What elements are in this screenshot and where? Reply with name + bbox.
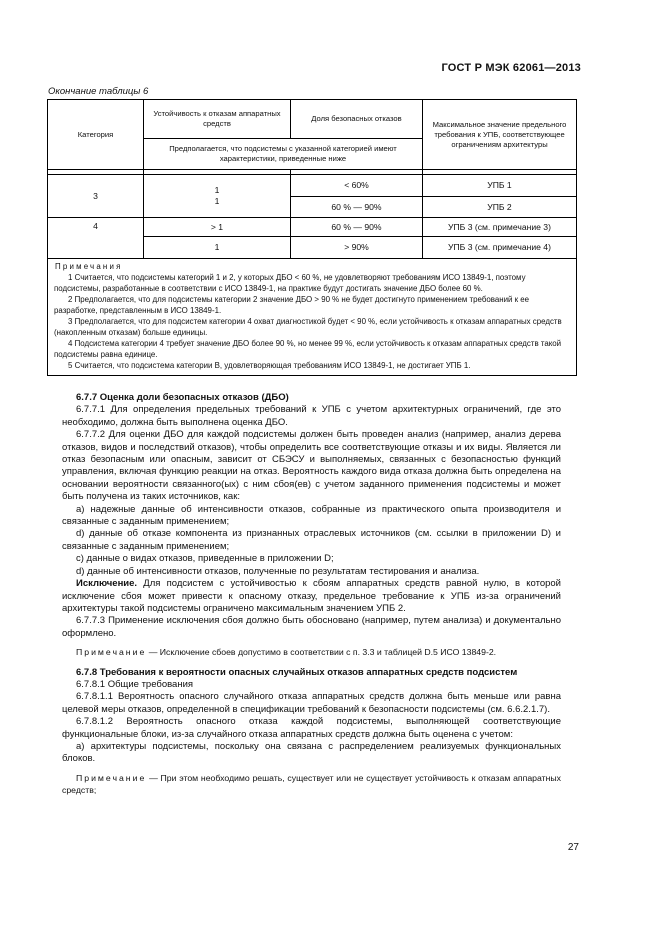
cell-sff: 60 % — 90%	[291, 197, 423, 218]
exception-text: Для подсистем с устойчивостью к сбоям аппаратных средств равной нулю, в которой исключение сбоя может привести к опасному отказу, предельное требование к УПБ из-за ограничений архитектуры такой подсистемы ограничено максимальным значением УПБ 2.	[62, 578, 561, 614]
note-text: — Исключение сбоев допустимо в соответствии с п. 3.3 и таблицей D.5 ИСО 13849-2.	[146, 647, 497, 658]
table-notes	[48, 259, 577, 376]
body-text	[62, 392, 561, 797]
cell-sil: УПБ 3 (см. примечание 3)	[423, 218, 577, 237]
paragraph: 6.7.8.1 Общие требования	[76, 678, 194, 690]
list-item: c) данные о видах отказов, приведенные в приложении D;	[76, 553, 334, 565]
cell-sff: > 90%	[291, 237, 423, 259]
page-number: 27	[567, 842, 579, 853]
cell-sil: УПБ 2	[423, 197, 577, 218]
table-6-end	[47, 99, 577, 376]
paragraph: 6.7.8.1.2 Вероятность опасного отказа каждой подсистемы, выполняющей соответствующие функциональные блоки, из-за случайного отказа аппаратных средств должна быть оценена с учетом:	[62, 716, 561, 740]
cell-fault-tolerance-a: 1	[214, 185, 220, 195]
notes-title: Примечания	[55, 262, 123, 271]
list-item: a) архитектуры подсистемы, поскольку она связана с распределением реализуемых функциональных блоков.	[62, 740, 561, 765]
note-label: Примечание	[76, 647, 147, 658]
cell-fault-tolerance: 1	[144, 237, 291, 259]
cell-category: 4	[48, 218, 144, 259]
list-item: a) надежные данные об интенсивности отказов, собранные из практического опыта производителя и связанные с заданным применением;	[62, 503, 561, 528]
section-heading-6-7-8: 6.7.8 Требования к вероятности опасных случайных отказов аппаратных средств подсистем	[76, 666, 518, 678]
cell-sff: < 60%	[291, 175, 423, 197]
note-paragraph	[62, 772, 561, 797]
exception-label: Исключение.	[76, 578, 138, 590]
cell-sil: УПБ 1	[423, 175, 577, 197]
note-item: 5 Считается, что подсистема категории B, удовлетворяющая требованиям ИСО 13849-1, не достигает УПБ 1.	[68, 361, 471, 370]
header-assumption: Предполагается, что подсистемы с указанной категорией имеют характеристики, приведенные ниже	[144, 139, 423, 170]
header-max-sil: Максимальное значение предельного требования к УПБ, соответствующее ограничениям архитектуры	[423, 100, 577, 170]
note-label: Примечание	[76, 772, 147, 783]
cell-category: 3	[48, 175, 144, 218]
exception-paragraph	[62, 578, 561, 615]
note-item: 2 Предполагается, что для подсистемы категории 2 значение ДБО > 90 % не будет достигнуто применением требований к ее разработке, представленным в ИСО 13849-1.	[54, 295, 530, 315]
section-heading-6-7-7: 6.7.7 Оценка доли безопасных отказов (ДБО)	[76, 392, 289, 403]
cell-fault-tolerance	[144, 175, 291, 218]
list-item: d) данные об интенсивности отказов, полученные по результатам тестирования и анализа.	[76, 565, 480, 577]
cell-fault-tolerance-b: 1	[214, 196, 220, 206]
header-category: Категория	[48, 100, 144, 170]
cell-sff: 60 % — 90%	[291, 218, 423, 237]
note-item: 3 Предполагается, что для подсистем категории 4 охват диагностикой будет < 90 %, если устойчивость к отказам аппаратных средств (накопленным отказам) больше единицы.	[54, 317, 562, 337]
paragraph: 6.7.7.2 Для оценки ДБО для каждой подсистемы должен быть проведен анализ (например, анализ дерева отказов, видов и последствий отказов), чтобы определить все соответствующие отказы и их виды. Является ли отказ безопасным или опасным, зависит от СБЭСУ и выполняемых, связанных с безопасностью функций управления, включая функцию реакции на отказ. Вероятность каждого вида отказа должна быть определена на основании вероятности связанного(ых) с ним сбоя(ев) с учетом заданного применения подсистемы и может быть получена из таких источников, как:	[62, 429, 561, 503]
header-sff: Доля безопасных отказов	[291, 100, 423, 139]
paragraph: 6.7.7.3 Применение исключения сбоя должно быть обосновано (например, путем анализа) и документально оформлено.	[62, 615, 561, 639]
note-item: 4 Подсистема категории 4 требует значение ДБО более 90 %, но менее 99 %, если устойчивость к отказам аппаратных средств такой подсистемы равна единице.	[54, 339, 562, 359]
list-item: d) данные об отказе компонента из признанных отраслевых источников (см. ссылки в приложении D) и связанные с заданным применением;	[62, 528, 561, 552]
note-text: — При этом необходимо решать, существует или не существует устойчивость к отказам аппаратных средств;	[62, 772, 561, 796]
note-paragraph	[62, 646, 561, 658]
table-caption: Окончание таблицы 6	[48, 86, 149, 97]
document-code: ГОСТ Р МЭК 62061—2013	[441, 62, 581, 74]
note-item: 1 Считается, что подсистемы категорий 1 и 2, у которых ДБО < 60 %, не удовлетворяют требованиям ИСО 13849-1, поэтому подсистемы, разработанные в соответствии с ИСО 13849-1, на практике будут достигать значение ДБО более 60 %.	[54, 273, 526, 293]
cell-sil: УПБ 3 (см. примечание 4)	[423, 237, 577, 259]
cell-fault-tolerance: > 1	[144, 218, 291, 237]
paragraph: 6.7.8.1.1 Вероятность опасного случайного отказа аппаратных средств должна быть меньше или равна целевой меры отказов, определенной в спецификации требований к безопасности подсистемы (см. 6.6.2.1.7).	[62, 691, 561, 715]
header-fault-tolerance: Устойчивость к отказам аппаратных средств	[144, 100, 291, 139]
paragraph: 6.7.7.1 Для определения предельных требований к УПБ с учетом архитектурных ограничений, где это необходимо, должна быть выполнена оценка ДБО.	[62, 404, 561, 428]
